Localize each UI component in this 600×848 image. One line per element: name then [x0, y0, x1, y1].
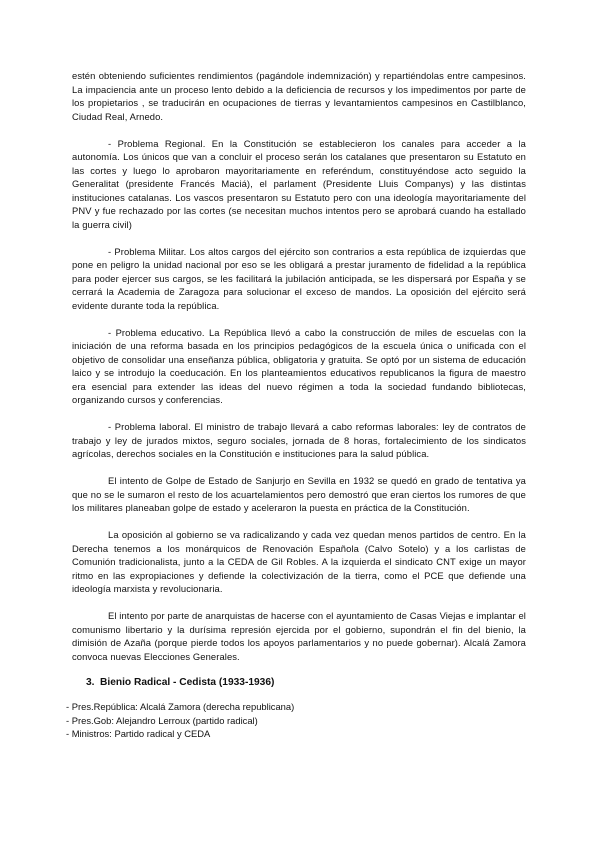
paragraph-problema-educativo: - Problema educativo. La República llevó a cabo la construcción de miles de escuelas con la iniciación de una reforma basada en los principios pedagógicos de la escuela única o unificada con el objetivo de consolidar una enseñanza pública, obligatoria y gratuita. Se optó por un sistema de educación laico y se introdujo la coeducación. En los planteamientos educativos republicanos la figura de maestro era esencial para extender las ideas del nuevo régimen a toda la sociedad fundando bibliotecas, organizando cursos y conferencias. — [72, 326, 526, 405]
section-heading-title: Bienio Radical - Cedista (1933-1936) — [100, 677, 275, 688]
section-heading-number: 3. — [86, 677, 95, 688]
paragraph-oposicion-gobierno: La oposición al gobierno se va radicalizando y cada vez quedan menos partidos de centro. En la Derecha tenemos a los monárquicos de Renovación Española (Calvo Sotelo) y a los carlistas de Comunión tradicionalista, junto a la CEDA de Gil Robles. A la izquierda el sindicato CNT exige un mayor ritmo en las expropiaciones y defiende la colectivización de la tierra, como el PCE que defiende una ideología marxista y revolucionaria. — [72, 529, 526, 594]
list-item: - Pres.República: Alcalá Zamora (derecha republicana) — [66, 701, 295, 712]
paragraph-reforma-agraria-continuation: estén obteniendo suficientes rendimientos (pagándole indemnización) y repartiéndolas entre campesinos. La impaciencia ante un proceso lento debido a la deficiencia de recursos y los impedimentos por parte de los propietarios , se traducirán en ocupaciones de tierras y levantamientos campesinos en Castilblanco, Ciudad Real, Arnedo. — [72, 70, 526, 122]
government-list — [66, 700, 526, 741]
paragraph-golpe-sanjurjo: El intento de Golpe de Estado de Sanjurjo en Sevilla en 1932 se quedó en grado de tentativa ya que no se le sumaron el resto de los acuartelamientos pero demostró que eran ciertos los rumores de que los militares planeaban golpe de estado y aceleraron la puesta en práctica de la Constitución. — [72, 475, 526, 513]
list-item: - Ministros: Partido radical y CEDA — [66, 728, 211, 740]
paragraph-problema-regional: - Problema Regional. En la Constitución se establecieron los canales para acceder a la autonomía. Los únicos que van a concluir el proceso serán los catalanes que presentaron su Estatuto en las cortes y luego lo aprobaron mayoritariamente en referéndum, constituyéndose acto seguido la Generalitat (presidente Francés Maciá), el parlament (Presidente Lluis Companys) y las distintas instituciones catalanas. Los vascos presentaron su Estatuto pero con una ideología mayoritariamente del PNV y fue rechazado por las cortes (se necesitan muchos intentos pero se aprobará cuando ha estallado la guerra civil) — [72, 137, 526, 230]
paragraph-casas-viejas: El intento por parte de anarquistas de hacerse con el ayuntamiento de Casas Viejas e implantar el comunismo libertario y la durísima represión ejercida por el gobierno, supondrán el fin del bienio, la dimisión de Azaña (porque pierde todos los apoyos parlamentarios y no puede gobernar). Alcalá Zamora convoca nuevas Elecciones Generales. — [72, 610, 526, 662]
paragraph-problema-militar: - Problema Militar. Los altos cargos del ejército son contrarios a esta república de izquierdas que pone en peligro la unidad nacional por eso se les obligará a prestar juramento de fidelidad a la república para poder ejercer sus cargos, se les facilitará la jubilación anticipada, se les dispersará por España y se cerrará la Academia de Zaragoza para solucionar el exceso de mandos. La oposición del ejército será evidente durante toda la república. — [72, 245, 526, 311]
list-item: - Pres.Gob: Alejandro Lerroux (partido radical) — [66, 714, 258, 726]
paragraph-problema-laboral: - Problema laboral. El ministro de trabajo llevará a cabo reformas laborales: ley de contratos de trabajo y ley de jurados mixtos, seguro sociales, jornada de 8 horas, fortalecimiento de los sindicatos agrícolas, derechos sociales en la Constitución e instituciones para la salud pública. — [72, 421, 526, 459]
document-body — [66, 69, 526, 741]
section-heading — [72, 676, 526, 690]
